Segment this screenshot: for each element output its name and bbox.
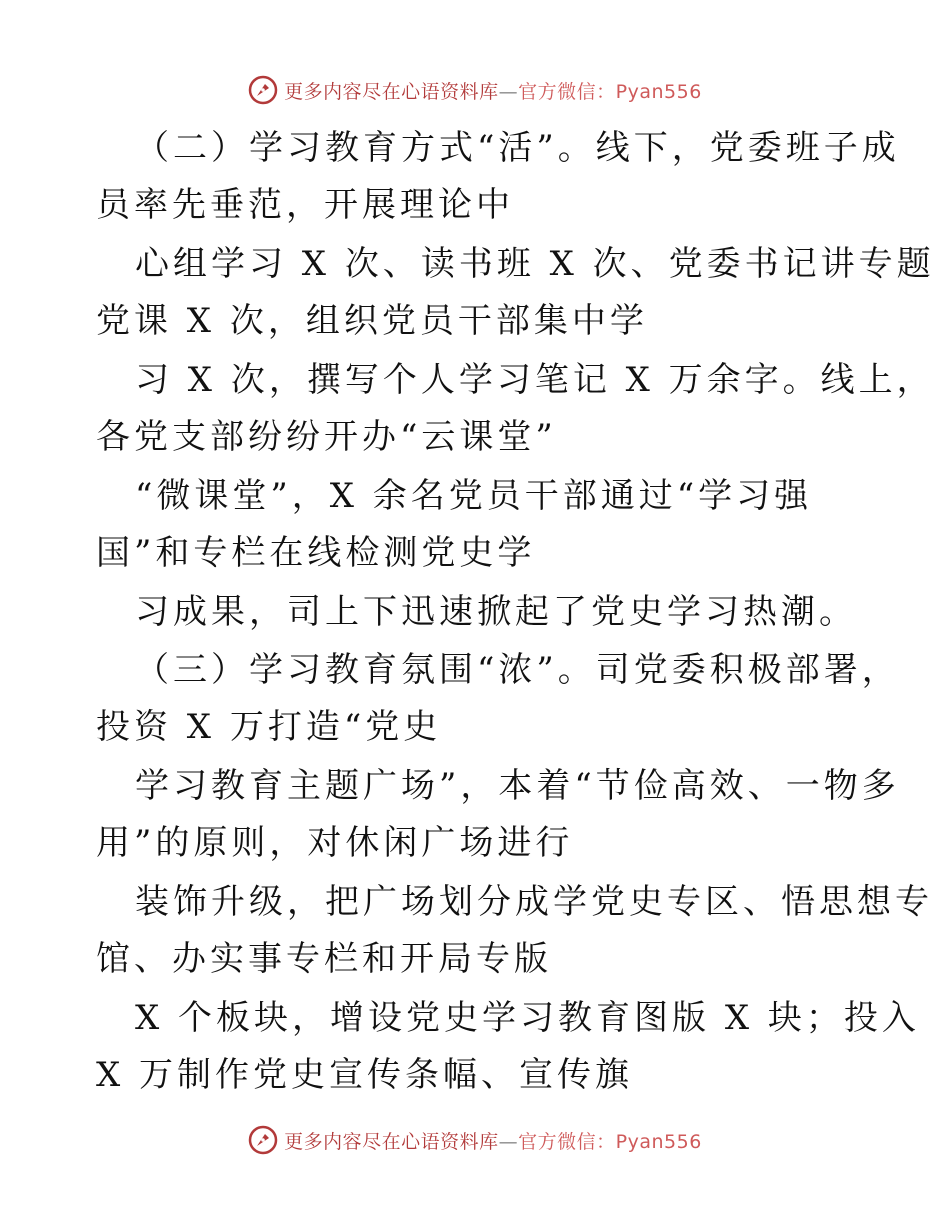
- body-line: 习成果，司上下迅速掀起了党史学习热潮。: [135, 592, 857, 632]
- body-line: 学习教育主题广场”，本着“节俭高效、一物多: [135, 766, 900, 806]
- footer-separator: —: [498, 1130, 519, 1153]
- body-line: 用”的原则，对休闲广场进行: [96, 823, 574, 863]
- body-line: 国”和专栏在线检测党史学: [96, 533, 536, 573]
- footer-banner-text: [284, 1127, 702, 1154]
- header-brand-text: 更多内容尽在心语资料库: [284, 80, 499, 103]
- header-wechat-text: 官方微信：Pyan556: [518, 80, 702, 103]
- body-line: 习 X 次，撰写个人学习笔记 X 万余字。线上，: [135, 360, 935, 400]
- footer-brand-text: 更多内容尽在心语资料库: [284, 1130, 499, 1153]
- footer-wechat-text: 官方微信：Pyan556: [518, 1130, 702, 1153]
- header-banner-text: [284, 77, 702, 104]
- footer-banner: [0, 1120, 950, 1160]
- body-line: X 个板块，增设党史学习教育图版 X 块；投入: [135, 998, 920, 1038]
- body-line: 心组学习 X 次、读书班 X 次、党委书记讲专题: [135, 244, 935, 284]
- body-line: 各党支部纷纷开办“云课堂”: [96, 417, 557, 457]
- body-line: 馆、办实事专栏和开局专版: [96, 939, 552, 979]
- body-line: （二）学习教育方式“活”。线下，党委班子成: [135, 128, 900, 168]
- body-line: 装饰升级，把广场划分成学党史专区、悟思想专: [135, 882, 933, 922]
- header-separator: —: [498, 80, 519, 103]
- body-line: “微课堂”，X 余名党员干部通过“学习强: [135, 476, 813, 516]
- header-banner: [0, 70, 950, 110]
- body-line: （三）学习教育氛围“浓”。司党委积极部署，: [135, 650, 900, 690]
- body-line: X 万制作党史宣传条幅、宣传旗: [96, 1055, 634, 1095]
- pen-nib-logo-icon: [248, 75, 278, 105]
- body-line: 投资 X 万打造“党史: [96, 707, 442, 747]
- pen-nib-logo-icon: [248, 1125, 278, 1155]
- body-line: 党课 X 次，组织党员干部集中学: [96, 301, 648, 341]
- body-line: 员率先垂范，开展理论中: [96, 185, 514, 225]
